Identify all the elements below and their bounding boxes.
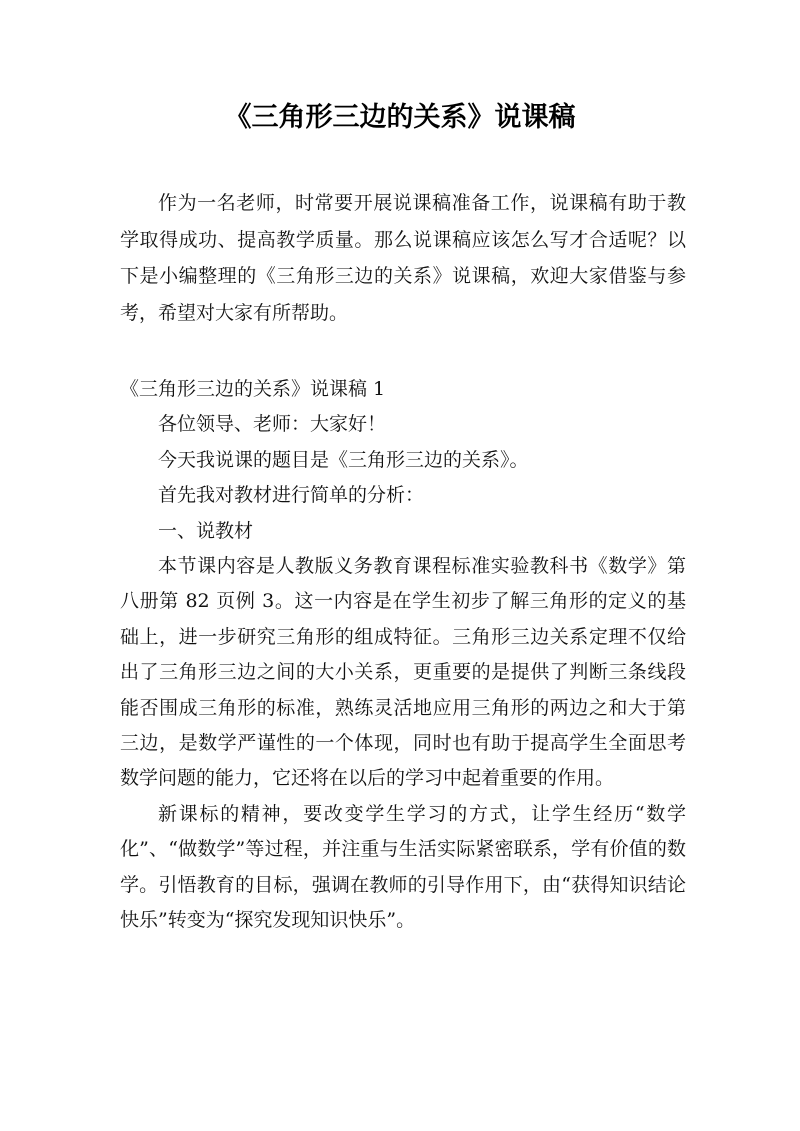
intro-paragraph: 作为一名老师，时常要开展说课稿准备工作，说课稿有助于教学取得成功、提高教学质量。那么说课稿应该怎么写才合适呢？以下是小编整理的《三角形三边的关系》说课稿，欢迎大家借鉴与参考，希望对大家有所帮助。 [120, 192, 686, 324]
document-title: 《三角形三边的关系》说课稿 [224, 102, 576, 133]
paragraph-topic: 今天我说课的题目是《三角形三边的关系》。 [158, 448, 529, 471]
section-heading: 《三角形三边的关系》说课稿 1 [120, 378, 386, 400]
paragraph-analysis-intro: 首先我对教材进行简单的分析： [158, 484, 425, 507]
intro-block [120, 185, 686, 331]
paragraph-textbook-content: 本节课内容是人教版义务教育课程标准实验教科书《数学》第八册第 82 页例 3。这一内容是在学生初步了解三角形的定义的基础上，进一步研究三角形的组成特征。三角形三边关系定理不仅给出了三角形三边之间的大小关系，更重要的是提供了判断三条线段能否围成三角形的标准，熟练灵活地应用三角形的两边之和大于第三边，是数学严谨性的一个体现，同时也有助于提高学生全面思考数学问题的能力，它还将在以后的学习中起着重要的作用。 [120, 555, 686, 790]
paragraph-curriculum-spirit: 新课标的精神，要改变学生学习的方式，让学生经历“数学化”、“做数学”等过程，并注重与生活实际紧密联系，学有价值的数学。引悟教育的目标，强调在教师的引导作用下，由“获得知识结论快乐”转变为“探究发现知识快乐”。 [120, 802, 686, 932]
subheading-textbook: 一、说教材 [158, 519, 254, 542]
paragraph-greeting: 各位领导、老师：大家好！ [158, 413, 387, 436]
section-block [120, 372, 686, 939]
